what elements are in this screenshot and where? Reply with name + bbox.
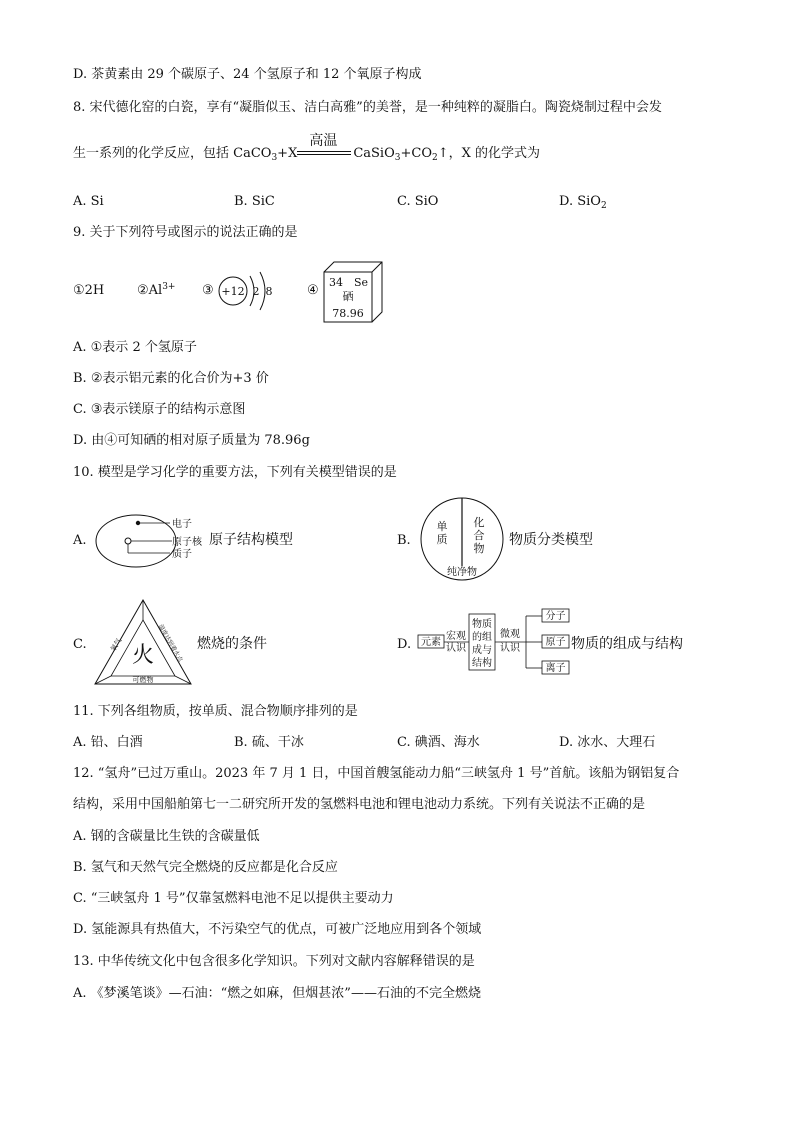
q12-option-b: B. 氢气和天然气完全燃烧的反应都是化合反应 — [73, 860, 338, 875]
fire-triangle-model — [93, 598, 193, 688]
q12-option-c: C. “三峡氢舟 1 号”仅靠氢燃料电池不足以提供主要动力 — [73, 891, 394, 906]
element-word-2: 质 — [436, 533, 448, 546]
element-name: 硒 — [342, 290, 354, 303]
q11-option-c: C. 碘酒、海水 — [397, 735, 480, 750]
mg-atom-structure-diagram — [216, 268, 280, 314]
q8-sub: 3 — [394, 153, 401, 163]
q10-c-label: C. — [73, 637, 87, 652]
substance-classification-model — [416, 496, 508, 582]
q11-option-a: A. 铅、白酒 — [73, 735, 143, 750]
fire-character: 火 — [131, 643, 155, 668]
substance-text-3: 成与 — [472, 645, 492, 656]
q9-option-d: D. 由④可知硒的相对原子质量为 78.96g — [73, 433, 310, 448]
q9-option-b: B. ②表示铝元素的化合价为+3 价 — [73, 371, 269, 386]
q10-a-label: A. — [73, 533, 87, 548]
ignition-label: 温度达到着火点 — [156, 623, 184, 664]
q9-al: ②Al — [137, 283, 163, 298]
q10-d-title: 物质的组成与结构 — [571, 636, 683, 652]
substance-text-2: 的组 — [472, 632, 492, 643]
electron-shell-2 — [260, 272, 265, 310]
compound-word-3: 物 — [473, 542, 485, 555]
q9-option-a: A. ①表示 2 个氢原子 — [73, 340, 197, 355]
q8-text: CaSiO — [353, 146, 395, 161]
q12-stem-line1: 12. “氢舟”已过万重山。2023 年 7 月 1 日，中国首艘氢能动力船“三峡氢舟 1 号”首航。该船为钢铝复合 — [73, 766, 680, 781]
q11-option-d: D. 冰水、大理石 — [559, 735, 656, 750]
element-symbol: Se — [353, 276, 368, 289]
condition-label: 高温 — [309, 133, 338, 149]
q8-option-d-sub: 2 — [600, 201, 607, 211]
q8-stem-line1: 8. 宋代德化窑的白瓷，享有“凝脂似玉、洁白高雅”的美誉，是一种纯粹的凝脂白。陶瓷烧制过程中会发 — [73, 100, 662, 115]
q9-stem: 9. 关于下列符号或图示的说法正确的是 — [73, 225, 298, 240]
q8-text: ↑，X 的化学式为 — [437, 146, 540, 161]
q9-symbol-3-label: ③ — [202, 283, 214, 298]
compound-word-1: 化 — [473, 516, 485, 529]
proton-label: 质子 — [172, 549, 192, 560]
q13-option-a: A. 《梦溪笔谈》—石油：“燃之如麻，但烟甚浓”——石油的不完全燃烧 — [73, 986, 481, 1001]
macro-text-1: 宏观 — [446, 631, 466, 642]
atomic-mass: 78.96 — [332, 307, 364, 320]
oxygen-label: 氧气 — [109, 636, 124, 654]
shell-1-electrons: 2 — [252, 285, 260, 298]
micro-text-2: 认识 — [500, 643, 520, 654]
nucleus-charge: +12 — [221, 285, 245, 298]
q9-al-charge: 3+ — [162, 282, 176, 292]
q8-option-a: A. Si — [73, 194, 104, 209]
q10-b-label: B. — [397, 533, 411, 548]
q9-symbol-1: ①2H — [73, 283, 105, 298]
element-text: 元素 — [421, 637, 441, 648]
q10-stem: 10. 模型是学习化学的重要方法，下列有关模型错误的是 — [73, 465, 397, 480]
equals-line-top — [297, 151, 351, 152]
nucleus-dot — [125, 538, 131, 544]
q8-sub: 3 — [271, 153, 278, 163]
molecule-text: 分子 — [545, 611, 566, 622]
atom-text: 原子 — [545, 637, 566, 648]
ion-text: 离子 — [545, 663, 566, 674]
macro-text-2: 认识 — [446, 643, 466, 654]
q9-symbol-2 — [137, 282, 175, 300]
composition-structure-model — [416, 606, 576, 678]
q8-sub: 2 — [431, 153, 438, 163]
q12-option-a: A. 钢的含碳量比生铁的含碳量低 — [73, 829, 260, 844]
q7-option-d: D. 茶黄素由 29 个碳原子、24 个氢原子和 12 个氧原子构成 — [73, 67, 422, 82]
periodic-cell-se — [320, 258, 386, 328]
shell-2-electrons: 8 — [265, 285, 273, 298]
q12-stem-line2: 结构，采用中国船舶第七一二研究所开发的氢燃料电池和锂电池动力系统。下列有关说法不正确的是 — [73, 797, 646, 812]
element-word-1: 单 — [436, 520, 448, 533]
atomic-number: 34 — [329, 276, 343, 289]
q8-option-d — [559, 193, 607, 211]
substance-text-4: 结构 — [472, 658, 492, 669]
q9-option-c: C. ③表示镁原子的结构示意图 — [73, 402, 246, 417]
q8-option-b: B. SiC — [234, 194, 275, 209]
electron-label: 电子 — [172, 519, 192, 530]
q10-d-label: D. — [397, 637, 412, 652]
compound-word-2: 合 — [473, 529, 485, 542]
q8-text: +CO — [400, 146, 432, 161]
cell-3d-corner — [372, 262, 382, 272]
q13-stem: 13. 中华传统文化中包含很多化学知识。下列对文献内容解释错误的是 — [73, 954, 475, 969]
q12-option-d: D. 氢能源具有热值大，不污染空气的优点，可被广泛地应用到各个领域 — [73, 922, 482, 937]
q10-c-title: 燃烧的条件 — [197, 636, 267, 652]
q10-a-title: 原子结构模型 — [209, 532, 293, 548]
q11-option-b: B. 硫、干冰 — [234, 735, 304, 750]
q8-stem-line2 — [73, 133, 540, 163]
q9-symbol-4-label: ④ — [307, 283, 319, 298]
nucleus-label: 原子核 — [172, 537, 202, 548]
electron-dot — [136, 521, 140, 525]
q8-text: +X — [277, 146, 298, 161]
q11-stem: 11. 下列各组物质，按单质、混合物顺序排列的是 — [73, 704, 358, 719]
fuel-label: 可燃物 — [132, 676, 154, 684]
q8-option-d-text: D. SiO — [559, 194, 601, 209]
atom-structure-model — [92, 509, 212, 573]
q8-text: 生一系列的化学反应，包括 CaCO — [73, 146, 272, 161]
substance-text-1: 物质 — [472, 619, 492, 630]
q10-b-title: 物质分类模型 — [509, 532, 593, 548]
micro-text-1: 微观 — [500, 629, 520, 640]
pure-substance-label: 纯净物 — [447, 567, 477, 578]
equals-line-bottom — [297, 154, 351, 155]
reaction-condition — [297, 133, 353, 163]
q8-option-c: C. SiO — [397, 194, 439, 209]
